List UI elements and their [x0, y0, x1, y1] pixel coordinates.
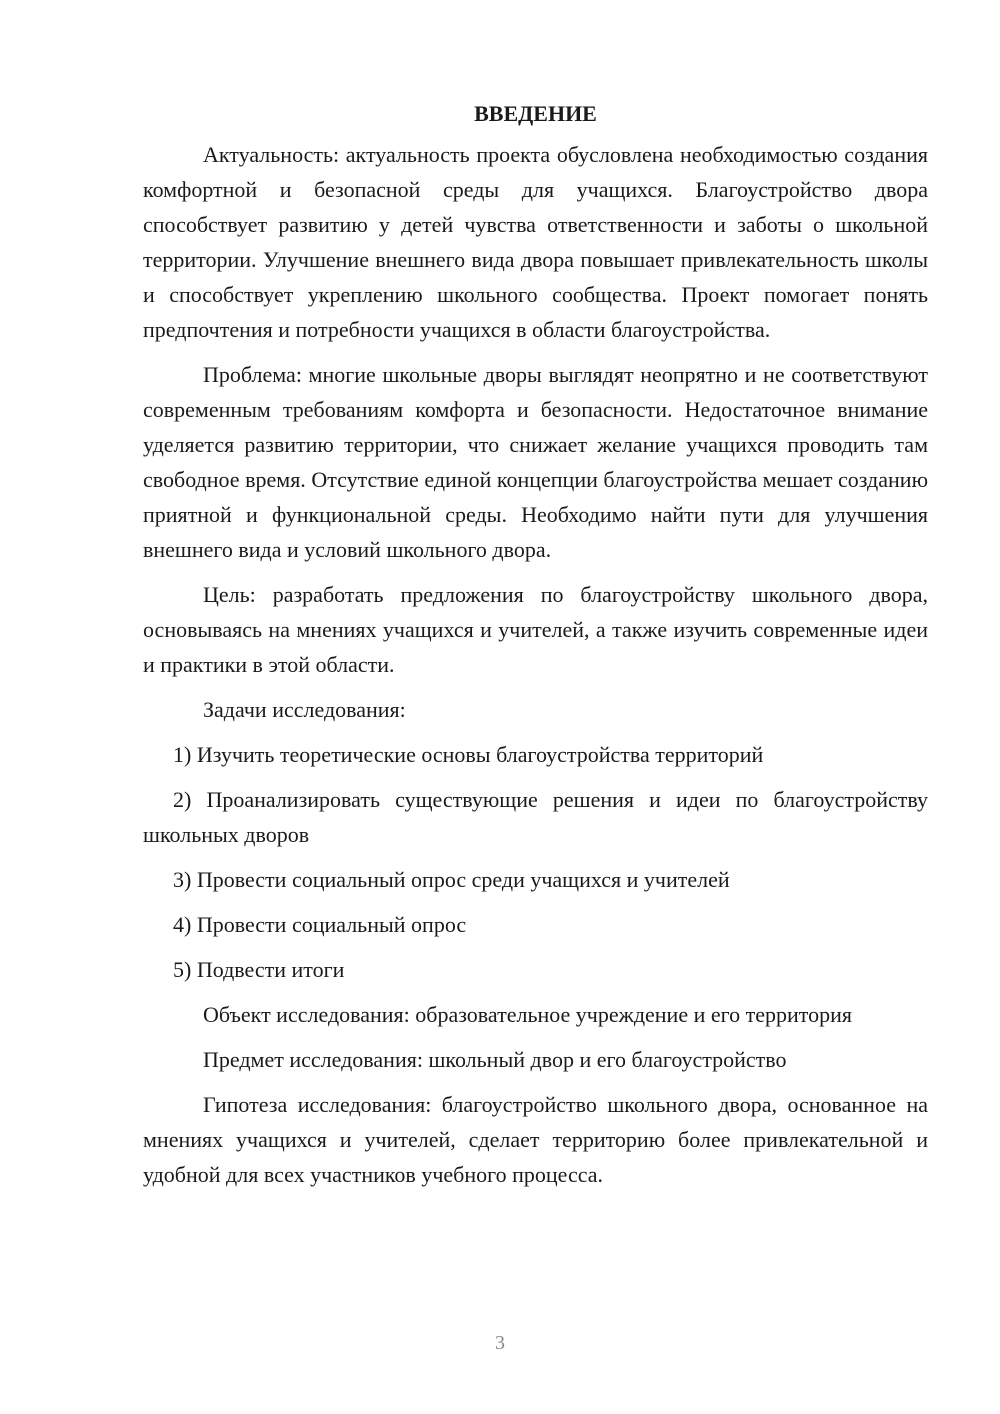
task-item-1: 1) Изучить теоретические основы благоустройства территорий: [173, 742, 764, 767]
paragraph-hypothesis: Гипотеза исследования: благоустройство школьного двора, основанное на мнениях учащихся и учителей, сделает территорию более привлекательной и удобной для всех участников учебного процесса.: [143, 1092, 928, 1187]
task-item-5: 5) Подвести итоги: [173, 957, 345, 982]
paragraph-relevance: Актуальность: актуальность проекта обусловлена необходимостью создания комфортной и безопасной среды для учащихся. Благоустройство двора способствует развитию у детей чувства ответственности и заботы о школьной территории. Улучшение внешнего вида двора повышает привлекательность школы и способствует укреплению школьного сообщества. Проект помогает понять предпочтения и потребности учащихся в области благоустройства.: [143, 142, 928, 342]
task-item-2: 2) Проанализировать существующие решения и идеи по благоустройству школьных дворов: [143, 787, 928, 847]
paragraph-object: Объект исследования: образовательное учреждение и его территория: [203, 1002, 852, 1027]
paragraph-tasks-intro: Задачи исследования:: [203, 697, 406, 722]
task-item-3: 3) Провести социальный опрос среди учащихся и учителей: [173, 867, 730, 892]
section-heading: ВВЕДЕНИЕ: [474, 101, 597, 126]
paragraph-subject: Предмет исследования: школьный двор и его благоустройство: [203, 1047, 787, 1072]
paragraph-problem: Проблема: многие школьные дворы выглядят неопрятно и не соответствуют современным требованиям комфорта и безопасности. Недостаточное внимание уделяется развитию территории, что снижает желание учащихся проводить там свободное время. Отсутствие единой концепции благоустройства мешает созданию приятной и функциональной среды. Необходимо найти пути для улучшения внешнего вида и условий школьного двора.: [143, 362, 928, 562]
page-number: 3: [495, 1332, 505, 1354]
task-item-4: 4) Провести социальный опрос: [173, 912, 467, 937]
paragraph-goal: Цель: разработать предложения по благоустройству школьного двора, основываясь на мнениях учащихся и учителей, а также изучить современные идеи и практики в этой области.: [143, 582, 928, 677]
document-page: [143, 96, 928, 1202]
